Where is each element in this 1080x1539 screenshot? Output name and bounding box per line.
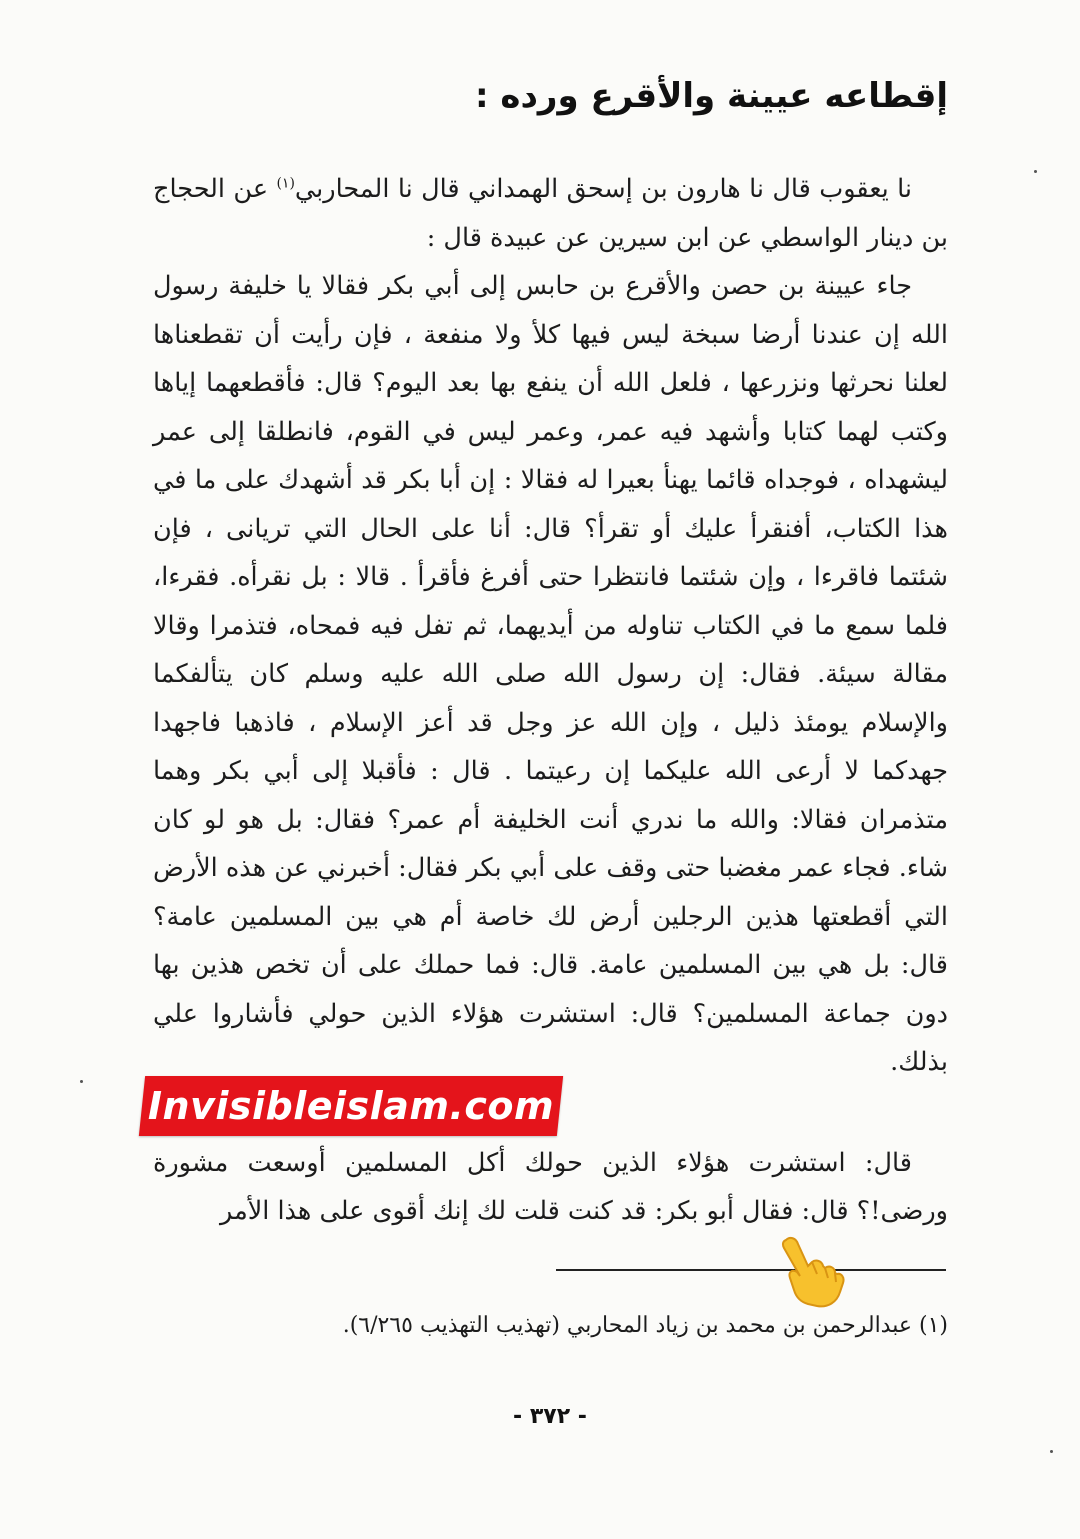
watermark-text: Invisibleislam.com: [147, 1084, 555, 1128]
isnad-text-start: نا يعقوب قال نا هارون بن إسحق الهمداني قال نا المحاربي: [294, 174, 912, 204]
paragraph-continuation: قال: استشرت هؤلاء الذين حولك أكل المسلمين أوسعت مشورة ورضى!؟ قال: فقال أبو بكر: قد كنت قلت لك إنك أقوى على هذا الأمر: [153, 1147, 948, 1226]
paper-speck: [80, 1080, 83, 1083]
paragraph-narration: جاء عيينة بن حصن والأقرع بن حابس إلى أبي بكر فقالا يا خليفة رسول الله إن عندنا أرضا سبخة ليس فيها كلأ ولا منفعة ، فإن رأيت أن تقطعناها لعلنا نحرثها ونزرعها ، فلعل الله أن ينفع بها بعد اليوم؟ قال: فأقطعهما إياها وكتب لهما كتابا وأشهد فيه عمر، وعمر ليس في القوم، فانطلقا إلى عمر ليشهداه ، فوجداه قائما يهنأ بعيرا له فقالا : إن أبا بكر قد أشهدك على ما في هذا الكتاب، أفنقرأ عليك أو تقرأ؟ قال: أنا على الحال التي تريانى ، فإن شئتما فاقرءا ، وإن شئتما فانتظرا حتى أفرغ فأقرأ . قالا : بل نقرأه. فقرءا، فلما سمع ما في الكتاب تناوله من أيديهما، ثم تفل فيه فمحاه، فتذمرا وقالا مقالة سيئة. فقال: إن رسول الله صلى الله عليه وسلم كان يتألفكما والإسلام يومئذ ذليل ، وإن الله عز وجل قد أعز الإسلام ، فاذهبا فاجهدا جهدكما لا أرعى الله عليكما إن رعيتما . قال : فأقبلا إلى أبي بكر وهما متذمران فقالا: والله ما ندري أنت الخليفة أم عمر؟ فقال: بل هو لو كان شاء. فجاء عمر مغضبا حتى وقف على أبي بكر فقال: أخبرني عن هذه الأرض التي أقطعتها هذين الرجلين أرض لك خاصة أم هي بين المسلمين عامة؟ قال: بل هي بين المسلمين عامة. قال: فما حملك على أن تخص هذين بها دون جماعة المسلمين؟ قال: استشرت هؤلاء الذين حولي فأشاروا علي بذلك.: [153, 271, 948, 1077]
section-heading: إقطاعه عيينة والأقرع ورده :: [474, 76, 948, 116]
footnote-reference: (١): [276, 175, 295, 192]
pointing-hand-icon: [772, 1232, 852, 1312]
footnote: (١) عبدالرحمن بن محمد بن زياد المحاربي (تهذيب التهذيب ٦/٢٦٥).: [342, 1313, 948, 1338]
body-text: [153, 165, 948, 1236]
footnote-divider: [556, 1269, 946, 1271]
paper-speck: [1050, 1450, 1053, 1453]
paper-speck: [1034, 170, 1037, 173]
paragraph-isnad: [153, 165, 948, 262]
isnad-text-end: عن الحجاج بن دينار الواسطي عن ابن سيرين عن عبيدة قال :: [153, 174, 948, 253]
page-number: - ٣٧٢ -: [513, 1404, 587, 1429]
